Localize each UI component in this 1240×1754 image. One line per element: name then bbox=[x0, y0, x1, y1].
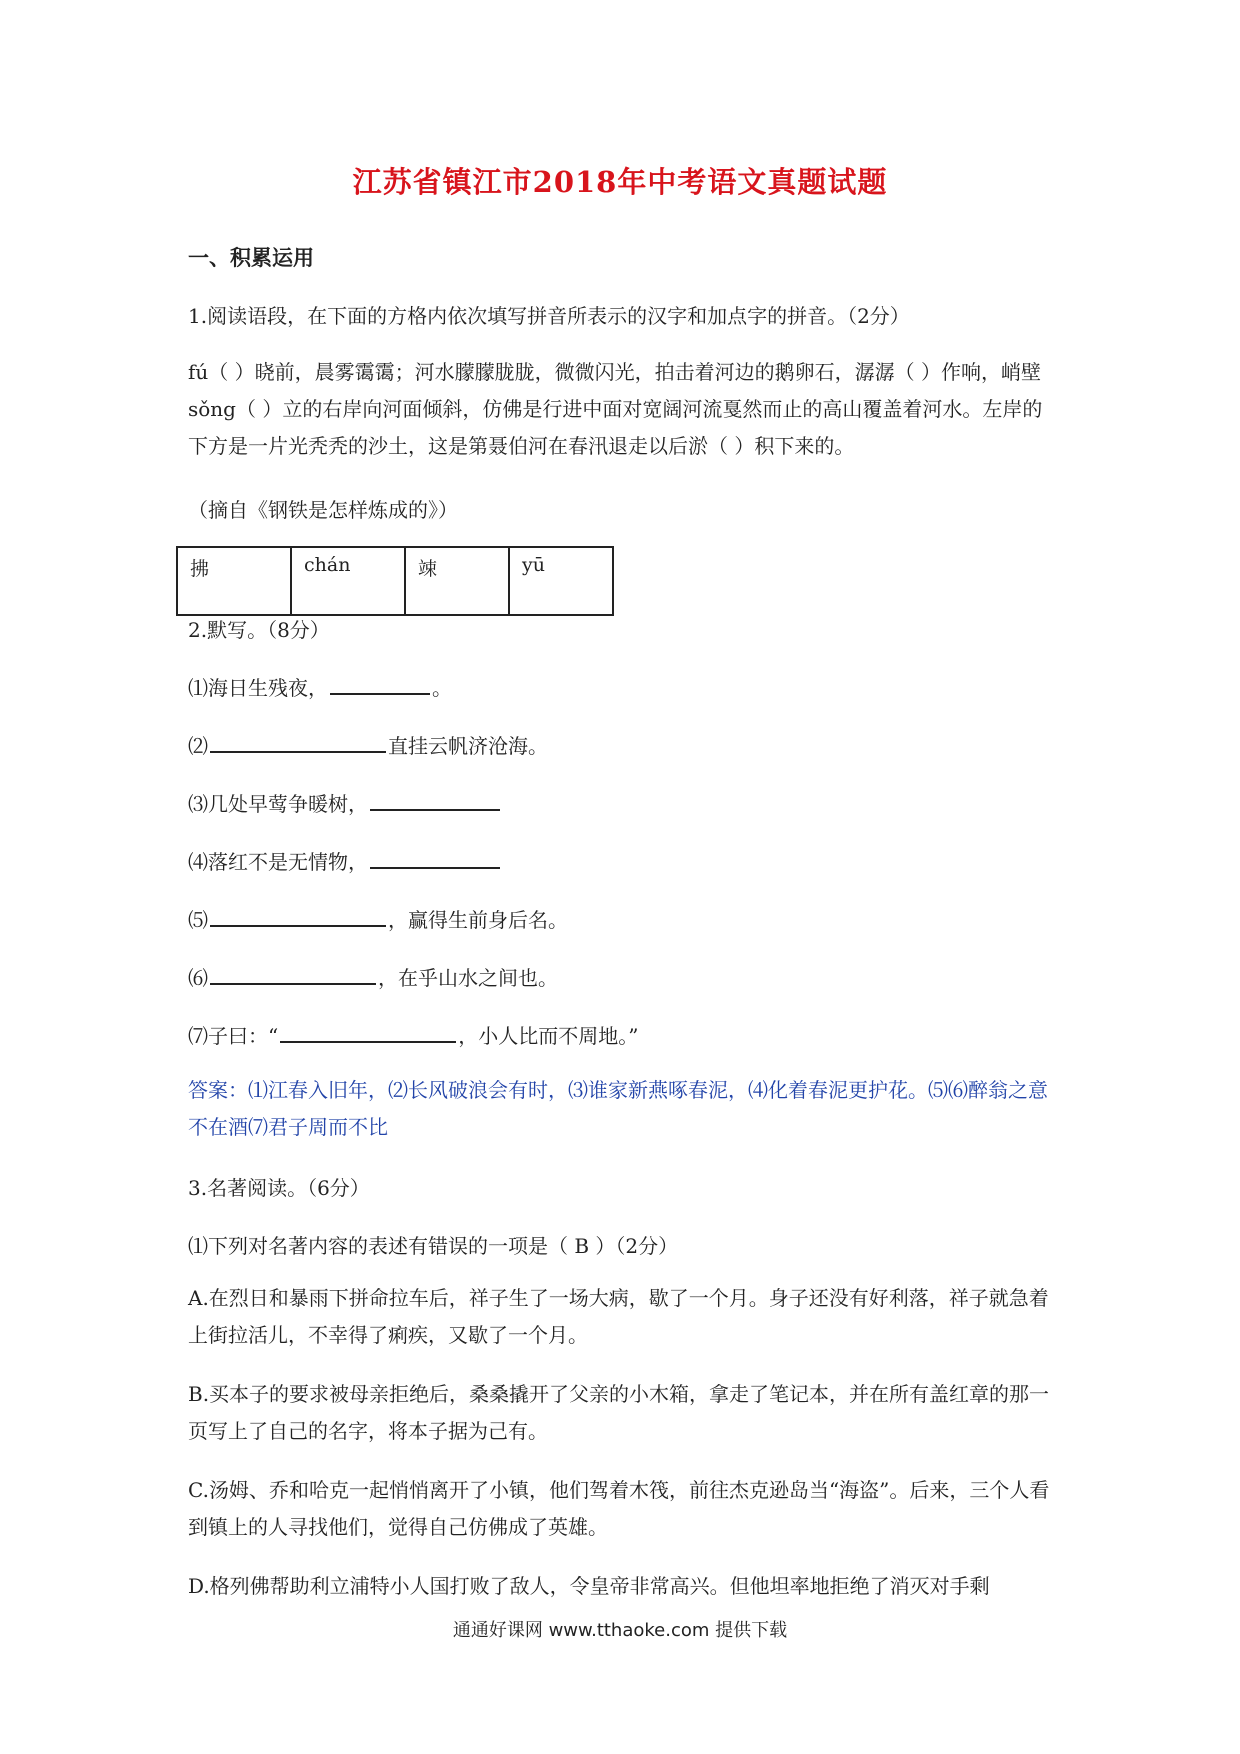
fill-blank bbox=[370, 847, 500, 869]
option-d: D.格列佛帮助利立浦特小人国打败了敌人，令皇帝非常高兴。但他坦率地拒绝了消灭对手剩 bbox=[188, 1574, 990, 1598]
fill-item-text: ⑵ bbox=[188, 734, 208, 758]
answer-cell: chán bbox=[291, 547, 405, 615]
fill-blank bbox=[210, 963, 376, 985]
fill-item-3 bbox=[188, 788, 502, 817]
question-2-answer: 答案：⑴江春入旧年，⑵长风破浪会有时，⑶谁家新燕啄春泥，⑷化着春泥更护花。⑸⑹醉翁之意不在酒⑺君子周而不比 bbox=[188, 1078, 1048, 1139]
question-2-prompt: 2.默写。（8分） bbox=[188, 618, 330, 642]
fill-item-2 bbox=[188, 730, 548, 759]
option-b: B.买本子的要求被母亲拒绝后，桑桑撬开了父亲的小木箱，拿走了笔记本，并在所有盖红章的那一页写上了自己的名字，将本子据为己有。 bbox=[188, 1382, 1050, 1443]
fill-item-text: ⑴海日生残夜， bbox=[188, 676, 328, 700]
fill-item-7 bbox=[188, 1020, 638, 1049]
passage-source: （摘自《钢铁是怎样炼成的》） bbox=[188, 498, 458, 522]
option-a: A.在烈日和暴雨下拼命拉车后，祥子生了一场大病，歇了一个月。身子还没有好利落，祥子就急着上街拉活儿，不幸得了痢疾，又歇了一个月。 bbox=[188, 1286, 1049, 1347]
answer-cell: yū bbox=[509, 547, 613, 615]
section-heading: 一、积累运用 bbox=[188, 245, 314, 270]
answer-grid bbox=[176, 546, 614, 616]
footer-watermark: 通通好课网 www.tthaoke.com 提供下载 bbox=[452, 1620, 788, 1641]
question-1-prompt: 1.阅读语段，在下面的方格内依次填写拼音所表示的汉字和加点字的拼音。（2分） bbox=[188, 304, 910, 328]
fill-item-4 bbox=[188, 846, 502, 875]
option-c: C.汤姆、乔和哈克一起悄悄离开了小镇，他们驾着木筏，前往杰克逊岛当“海盗”。后来，三个人看到镇上的人寻找他们，觉得自己仿佛成了英雄。 bbox=[188, 1478, 1050, 1539]
question-3-prompt: 3.名著阅读。（6分） bbox=[188, 1176, 370, 1200]
fill-item-text: ，在乎山水之间也。 bbox=[378, 966, 558, 990]
fill-item-text: ⑷落红不是无情物， bbox=[188, 850, 368, 874]
fill-blank bbox=[370, 789, 500, 811]
answer-cell: 竦 bbox=[405, 547, 509, 615]
fill-blank bbox=[210, 731, 386, 753]
fill-item-text: ⑸ bbox=[188, 908, 208, 932]
fill-blank bbox=[280, 1021, 456, 1043]
fill-item-text: ⑺子曰：“ bbox=[188, 1024, 279, 1048]
fill-item-6 bbox=[188, 962, 558, 991]
fill-item-text: ⑹ bbox=[188, 966, 208, 990]
fill-item-text: 直挂云帆济沧海。 bbox=[388, 734, 548, 758]
fill-item-text: ⑶几处早莺争暖树， bbox=[188, 792, 368, 816]
answer-cell: 拂 bbox=[177, 547, 291, 615]
fill-item-5 bbox=[188, 904, 568, 933]
question-1-passage: fú（ ）晓前，晨雾霭霭；河水朦朦胧胧，微微闪光，拍击着河边的鹅卵石，潺潺（ ）作响，峭壁 sǒng（ ）立的右岸向河面倾斜，仿佛是行进中面对宽阔河流戛然而止的高山覆盖着河水。左岸的下方是一片光秃秃的沙土，这是第聂伯河在春汛退走以后淤（ ）积下来的。 bbox=[188, 360, 1043, 458]
question-3-sub-1: ⑴下列对名著内容的表述有错误的一项是（ B ）（2分） bbox=[188, 1234, 679, 1258]
fill-item-1 bbox=[188, 672, 452, 701]
fill-blank bbox=[330, 673, 430, 695]
document-title: 江苏省镇江市2018年中考语文真题试题 bbox=[352, 165, 888, 199]
fill-blank bbox=[210, 905, 386, 927]
fill-item-text: ，小人比而不周地。” bbox=[458, 1024, 639, 1048]
fill-item-text: 。 bbox=[432, 676, 452, 700]
fill-item-text: ，赢得生前身后名。 bbox=[388, 908, 568, 932]
